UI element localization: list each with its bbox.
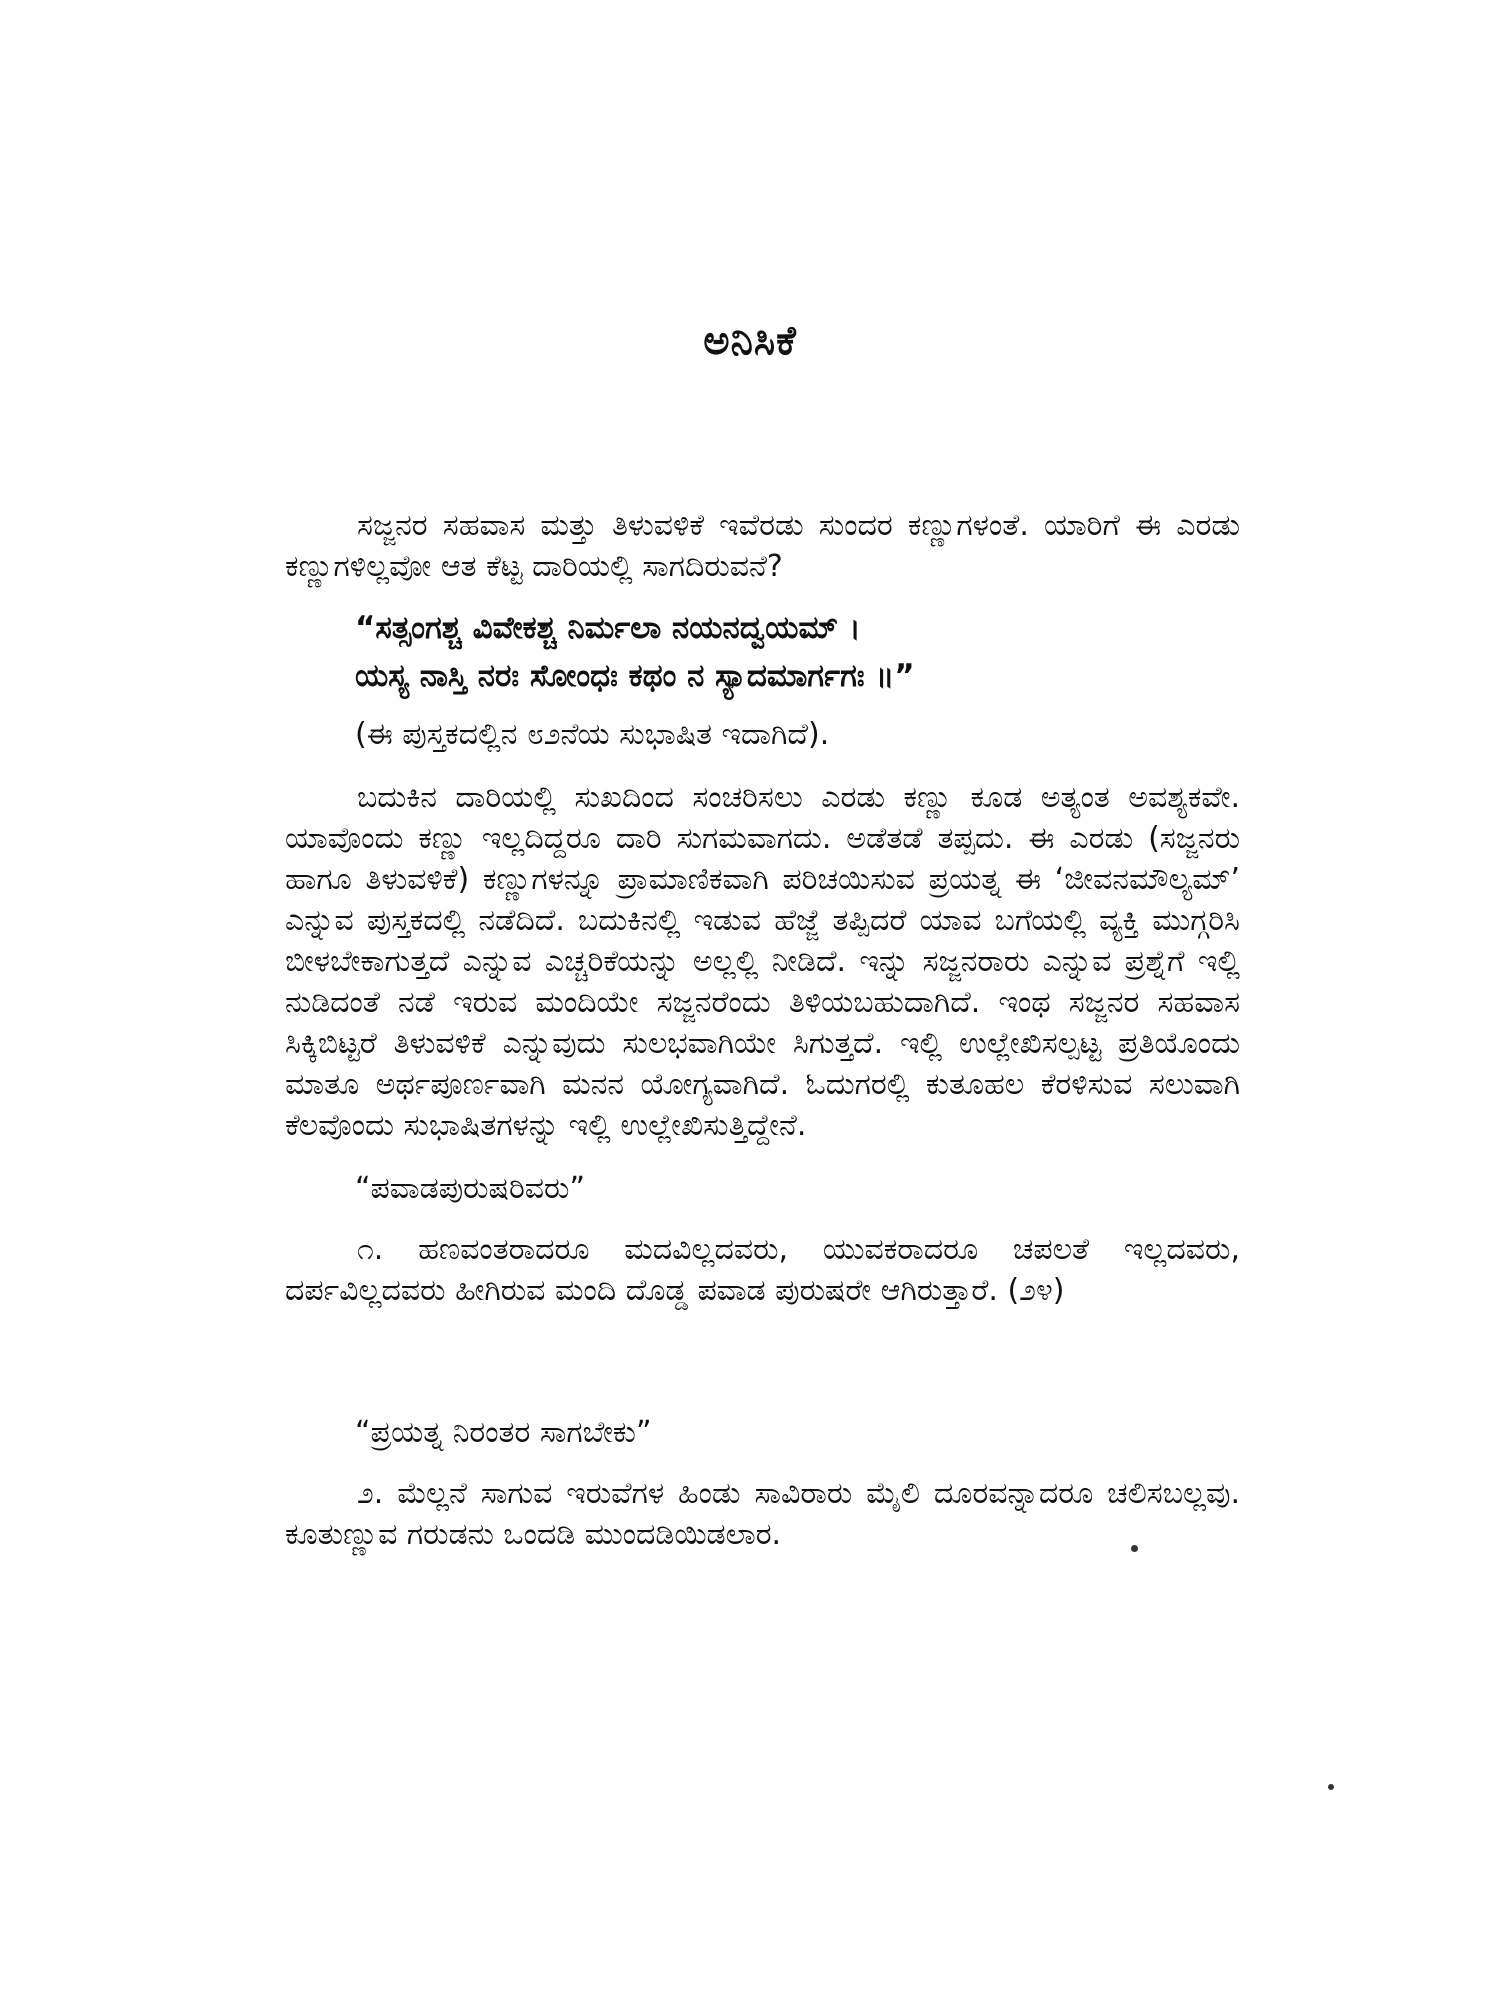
spacer: [285, 1328, 1240, 1390]
verse-line-1: “ಸತ್ಸಂಗಶ್ಚ ವಿವೇಕಶ್ಚ ನಿರ್ಮಲಾ ನಯನದ್ವಯಮ್ ।: [355, 610, 861, 646]
section-heading-1: “ಪವಾಡಪುರುಷರಿವರು”: [355, 1171, 586, 1206]
ink-speck: [1328, 1784, 1334, 1790]
subhashita-item-1: ೧. ಹಣವಂತರಾದರೂ ಮದವಿಲ್ಲದವರು, ಯುವಕರಾದರೂ ಚಪಲತೆ ಇಲ್ಲದವರು, ದರ್ಪವಿಲ್ಲದವರು ಹೀಗಿರುವ ಮಂದಿ ದೊಡ್ಡ ಪವಾಡ ಪುರುಷರೇ ಆಗಿರುತ್ತಾರೆ. (೨೪): [285, 1232, 1240, 1308]
page-title: ಅನಿಸಿಕೆ: [703, 318, 797, 364]
verse-line-2: ಯಸ್ಯ ನಾಸ್ತಿ ನರಃ ಸೋಂಧಃ ಕಥಂ ನ ಸ್ಯಾದಮಾರ್ಗಗಃ ॥”: [355, 658, 915, 694]
body-text: [285, 505, 1240, 1572]
sanskrit-verse: [355, 604, 1240, 700]
verse-note: (ಈ ಪುಸ್ತಕದಲ್ಲಿನ ೮೨ನೆಯ ಸುಭಾಷಿತ ಇದಾಗಿದೆ).: [355, 717, 830, 752]
main-paragraph: ಬದುಕಿನ ದಾರಿಯಲ್ಲಿ ಸುಖದಿಂದ ಸಂಚರಿಸಲು ಎರಡು ಕಣ್ಣು ಕೂಡ ಅತ್ಯಂತ ಅವಶ್ಯಕವೇ. ಯಾವೊಂದು ಕಣ್ಣು ಇಲ್ಲದಿದ್ದರೂ ದಾರಿ ಸುಗಮವಾಗದು. ಅಡೆತಡೆ ತಪ್ಪದು. ಈ ಎರಡು (ಸಜ್ಜನರು ಹಾಗೂ ತಿಳುವಳಿಕೆ) ಕಣ್ಣುಗಳನ್ನೂ ಪ್ರಾಮಾಣಿಕವಾಗಿ ಪರಿಚಯಿಸುವ ಪ್ರಯತ್ನ ಈ ‘ಜೀವನಮೌಲ್ಯಮ್’ ಎನ್ನುವ ಪುಸ್ತಕದಲ್ಲಿ ನಡೆದಿದೆ. ಬದುಕಿನಲ್ಲಿ ಇಡುವ ಹೆಜ್ಜೆ ತಪ್ಪಿದರೆ ಯಾವ ಬಗೆಯಲ್ಲಿ ವ್ಯಕ್ತಿ ಮುಗ್ಗರಿಸಿ ಬೀಳಬೇಕಾಗುತ್ತದೆ ಎನ್ನುವ ಎಚ್ಚರಿಕೆಯನ್ನು ಅಲ್ಲಲ್ಲಿ ನೀಡಿದೆ. ಇನ್ನು ಸಜ್ಜನರಾರು ಎನ್ನುವ ಪ್ರಶ್ನೆಗೆ ಇಲ್ಲಿ ನುಡಿದಂತೆ ನಡೆ ಇರುವ ಮಂದಿಯೇ ಸಜ್ಜನರೆಂದು ತಿಳಿಯಬಹುದಾಗಿದೆ. ಇಂಥ ಸಜ್ಜನರ ಸಹವಾಸ ಸಿಕ್ಕಿಬಿಟ್ಟರೆ ತಿಳುವಳಿಕೆ ಎನ್ನುವುದು ಸುಲಭವಾಗಿಯೇ ಸಿಗುತ್ತದೆ. ಇಲ್ಲಿ ಉಲ್ಲೇಖಿಸಲ್ಪಟ್ಟ ಪ್ರತಿಯೊಂದು ಮಾತೂ ಅರ್ಥಪೂರ್ಣವಾಗಿ ಮನನ ಯೋಗ್ಯವಾಗಿದೆ. ಓದುಗರಲ್ಲಿ ಕುತೂಹಲ ಕೆರಳಿಸುವ ಸಲುವಾಗಿ ಕೆಲವೊಂದು ಸುಭಾಷಿತಗಳನ್ನು ಇಲ್ಲಿ ಉಲ್ಲೇಖಿಸುತ್ತಿದ್ದೇನೆ.: [285, 780, 1240, 1143]
ink-speck: [1131, 1545, 1138, 1552]
intro-paragraph: ಸಜ್ಜನರ ಸಹವಾಸ ಮತ್ತು ತಿಳುವಳಿಕೆ ಇವೆರಡು ಸುಂದರ ಕಣ್ಣುಗಳಂತೆ. ಯಾರಿಗೆ ಈ ಎರಡು ಕಣ್ಣುಗಳಿಲ್ಲವೋ ಆತ ಕೆಟ್ಟ ದಾರಿಯಲ್ಲಿ ಸಾಗದಿರುವನೆ?: [285, 508, 1240, 584]
subhashita-item-2: ೨. ಮೆಲ್ಲನೆ ಸಾಗುವ ಇರುವೆಗಳ ಹಿಂಡು ಸಾವಿರಾರು ಮೈಲಿ ದೂರವನ್ನಾದರೂ ಚಲಿಸಬಲ್ಲವು. ಕೂತುಣ್ಣುವ ಗರುಡನು ಒಂದಡಿ ಮುಂದಡಿಯಿಡಲಾರ.: [285, 1476, 1240, 1552]
section-heading-2: “ಪ್ರಯತ್ನ ನಿರಂತರ ಸಾಗಬೇಕು”: [355, 1415, 652, 1450]
